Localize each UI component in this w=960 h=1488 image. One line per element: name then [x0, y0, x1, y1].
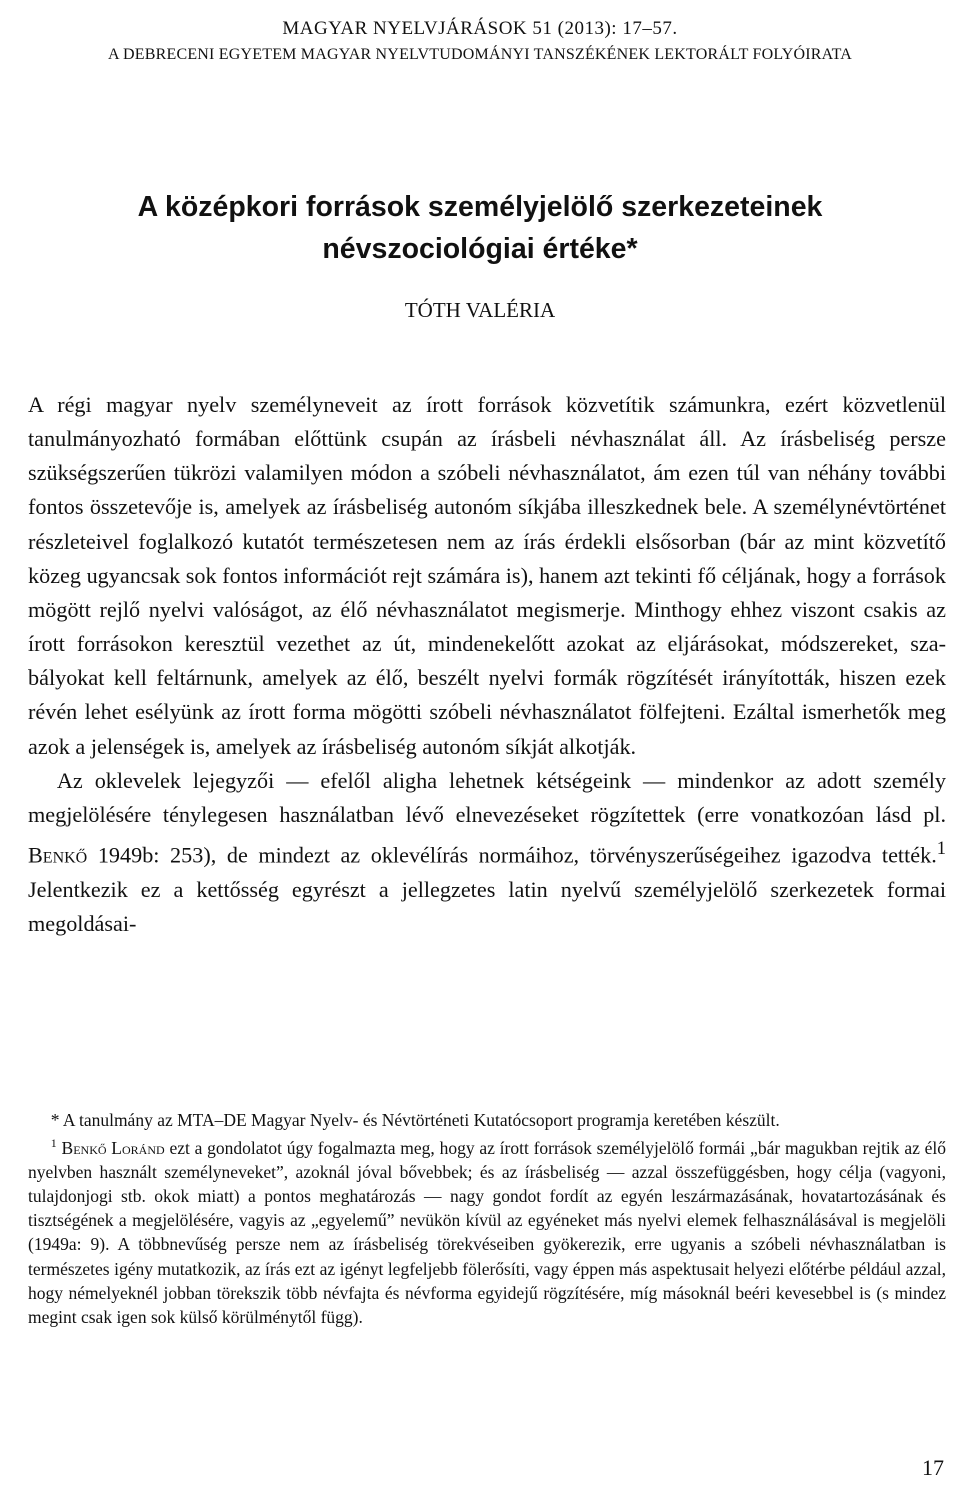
paragraph-2 [28, 764, 946, 941]
page-number: 17 [922, 1455, 944, 1480]
citation-author: Benkő [28, 842, 88, 868]
title-line-1: A középkori források személyjelölő szerkezeteinek [137, 191, 823, 223]
article-title [60, 186, 900, 270]
footnote-1 [28, 1136, 946, 1329]
footnote-reference-1[interactable]: 1 [936, 839, 946, 860]
footnote-1-marker: 1 [50, 1136, 57, 1151]
paragraph-1: A régi magyar nyelv személyneveit az írott források közvetítik számunkra, ezért közvetlenül tanulmányozható formában előttünk csupán az írásbeli névhasználat áll. Az írásbeliség persze szükségszerűen tükrözi valamilyen módon a szóbeli névhasználatot, ám ezen túl van néhány további fontos összetevője is, amelyek az írásbeliség autonóm síkjába illeszkednek bele. A személynévtörténet részleteivel foglalkozó kutatót természetesen nem az írás érdekli elsősorban (bár az mint közvetítő közeg ugyancsak sok fontos információt rejt számára is), hanem azt tekinti fő céljának, hogy a források mögött rejlő nyelvi valóságot, az élő névhasználatot megismerje. Minthogy ehhez viszont csakis az írott forrásokon keresztül vezethet az út, mindenekelőtt azokat az eljárásokat, módszereket, szabályokat kell feltárnunk, amelyek az élő, beszélt nyelvi formák rögzítését irányították, hiszen ezek révén lehet esélyünk az írott forma mögötti szóbeli névhasználatot fölfejteni. Ezáltal ismerhetők meg azok a jelenségek is, amelyek az írásbeliség autonóm síkját alkotják. [28, 392, 946, 759]
journal-citation: MAGYAR NYELVJÁRÁSOK 51 (2013): 17–57. [282, 18, 678, 39]
journal-subtitle: A DEBRECENI EGYETEM MAGYAR NYELVTUDOMÁNYI TANSZÉKÉNEK LEKTORÁLT FOLYÓIRATA [107, 46, 853, 63]
footnote-1-author: Benkő Loránd [61, 1138, 165, 1159]
footnotes [28, 1108, 946, 1329]
article-body [28, 388, 946, 941]
paragraph-2-text-a: Az oklevelek lejegyzői — efelől aligha lehetnek kétségeink — mindenkor az adott személy megjelölésére ténylegesen használatban lévő elnevezéseket rögzítettek (erre vonatkozóan lásd pl. [28, 767, 946, 827]
footnote-1-text: ezt a gondolatot úgy fogalmazta meg, hogy az írott források személyjelölő formái „bár magukban rejtik az élő nyelvben használt személyneveket”, azoknál jóval bővebbek; és az írásbeliség — azzal összefüggésben, hogy célja (vagyoni, tulajdonjogi stb. okok miatt) a pontos meghatározás — nagy gondot fordít az egyén leszármazásának, hovatartozásának és tisztségének a megjelölésére, vagyis az „egyelemű” nevükön kívül az egyéneket más nyelvi elemek felhasználásával is megjelöli (1949a: 9). A többnevűség persze nem az írásbeliség törekvéseiben gyökerezik, erre ugyanis a szóbeli névhasználatban is természetes igény mutatkozik, az írás ezt az igényt legfeljebb fölerősíti, vagy éppen más aspektusait helyezi előtérbe például azzal, hogy némelyeknél jobban törekszik több névfajta és névforma egyidejű rögzítésére, míg másoknál beéri kevesebbel is (s mindez megint csak igen sok külső körülménytől függ). [28, 1138, 947, 1327]
paragraph-2-text-c: Jelentkezik ez a kettősség egyrészt a jellegzetes latin nyelvű személyjelölő szerkezetek formai megoldásai- [28, 876, 946, 936]
paragraph-2-text-b: 1949b: 253), de mindezt az oklevélírás normáihoz, törvényszerűségeihez igazodva tették. [87, 842, 937, 868]
title-line-2: névszociológiai értéke* [322, 233, 638, 265]
footnote-star: * A tanulmány az MTA–DE Magyar Nyelv- és Névtörténeti Kutatócsoport programja keretében készült. [50, 1110, 780, 1130]
author-name: TÓTH VALÉRIA [404, 298, 556, 322]
